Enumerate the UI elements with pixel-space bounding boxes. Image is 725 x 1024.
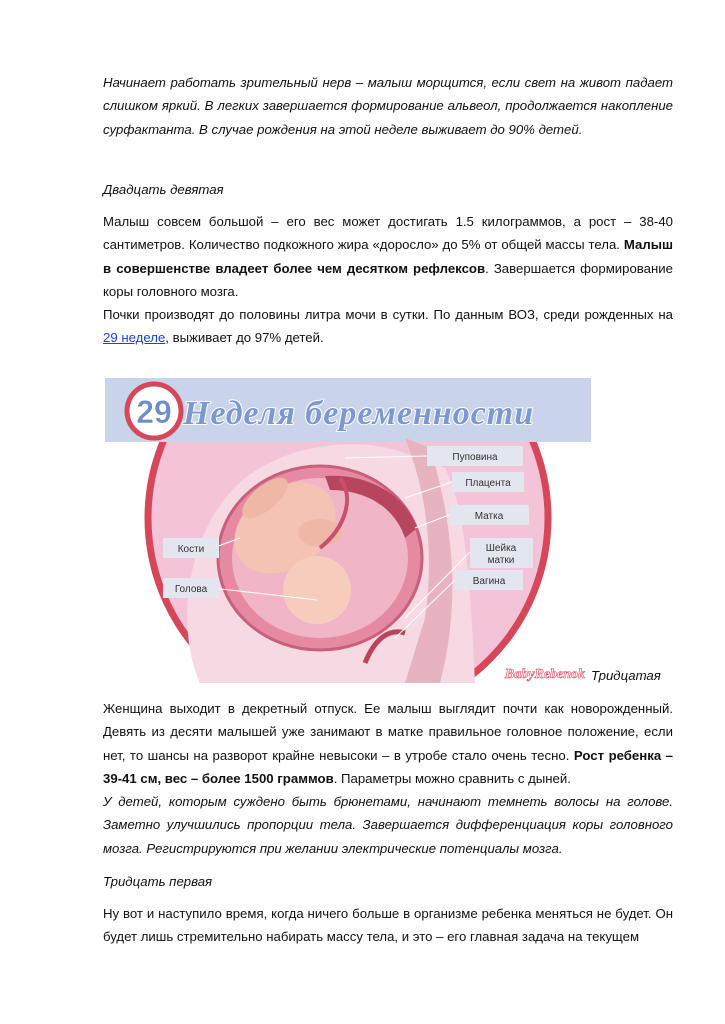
badge-number: 29 xyxy=(136,394,172,430)
paragraph-alveoli xyxy=(103,71,673,141)
label-bones: Кости xyxy=(177,544,205,555)
paragraph-baby-size xyxy=(103,210,673,303)
pregnancy-week-29-illustration xyxy=(105,378,591,683)
heading-week-31: Тридцать первая xyxy=(103,874,213,889)
paragraph-hair xyxy=(103,790,673,860)
paragraph-text: Малыш совсем большой – его вес может достигать 1.5 килограммов, а рост – 38-40 сантиметров. Количество подкожного жира «доросло» до 5% от общей массы тела. xyxy=(103,214,673,253)
heading-week-29: Двадцать девятая xyxy=(103,182,224,197)
heading-week-30: Тридцатая xyxy=(591,668,661,683)
paragraph-text: Ну вот и наступило время, когда ничего больше в организме ребенка меняться не будет. Он будет лишь стремительно набирать массу тела, и это – его главная задача на текущем xyxy=(103,906,673,945)
paragraph-text: Почки производят до половины литра мочи в сутки. По данным ВОЗ, среди рожденных на xyxy=(103,307,673,322)
paragraph-weight-gain xyxy=(103,902,673,949)
label-cervix-line2: матки xyxy=(487,555,515,566)
paragraph-kidneys xyxy=(103,303,673,350)
paragraph-text: . Завершается формирование коры головного мозга. xyxy=(103,260,673,299)
paragraph-maternity-leave xyxy=(103,697,673,790)
week-29-link[interactable]: 29 неделе xyxy=(103,330,166,346)
paragraph-text: Женщина выходит в декретный отпуск. Ее малыш выглядит почти как новорожденный. Девять из десяти малышей уже занимают в матке правильное головное положение, если нет, то шансы на разворот крайне невысоки – в утробе стало очень тесно. xyxy=(103,701,673,763)
label-umbilical-cord: Пуповина xyxy=(452,452,498,463)
paragraph-text: . Параметры можно сравнить с дыней. xyxy=(333,770,571,786)
label-cervix-line1: Шейка xyxy=(485,543,517,554)
bold-text-reflexes: Малыш в совершенстве владеет более чем десятком рефлексов xyxy=(103,237,674,276)
watermark-logo: BabyRebenok xyxy=(504,667,585,682)
figure-title: Неделя беременности xyxy=(183,395,535,432)
paragraph-text: Начинает работать зрительный нерв – малыш морщится, если свет на живот падает слишком яркий. В легких завершается формирование альвеол, продолжается накопление сурфактанта. В случае рождения на этой неделе выживает до 90% детей. xyxy=(103,75,673,137)
paragraph-text: , выживает до 97% детей. xyxy=(165,330,324,346)
label-placenta: Плацента xyxy=(465,478,511,489)
label-vagina: Вагина xyxy=(472,576,506,587)
paragraph-text: У детей, которым суждено быть брюнетами, начинают темнеть волосы на голове. Заметно улучшились пропорции тела. Завершается дифференциация коры головного мозга. Регистрируются при желании электрические потенциалы мозга. xyxy=(103,794,673,856)
fetus-head xyxy=(283,556,351,624)
label-head: Голова xyxy=(174,584,208,595)
bold-text-height-weight: Рост ребенка – 39-41 см, вес – более 1500 граммов xyxy=(103,747,674,786)
label-uterus: Матка xyxy=(474,511,504,522)
